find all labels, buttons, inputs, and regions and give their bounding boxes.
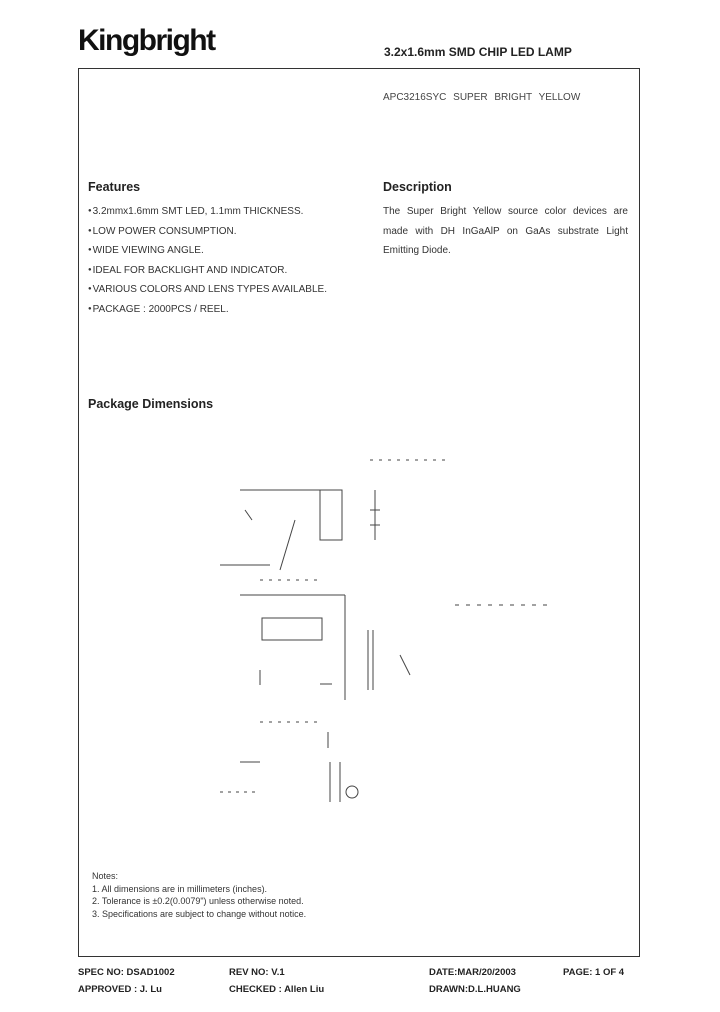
features-list: [88, 202, 368, 319]
list-item: ● PACKAGE : 2000PCS / REEL.: [88, 300, 368, 320]
description-heading: Description: [383, 180, 452, 194]
document-title: 3.2x1.6mm SMD CHIP LED LAMP: [384, 45, 572, 59]
checked-by: CHECKED : Allen Liu: [229, 984, 325, 995]
notes-title: Notes:: [92, 871, 119, 881]
list-item: ● VARIOUS COLORS AND LENS TYPES AVAILABLE.: [88, 280, 368, 300]
document-date: DATE:MAR/20/2003: [429, 967, 516, 978]
features-heading: Features: [88, 180, 141, 194]
approved-by: APPROVED : J. Lu: [78, 984, 162, 995]
page-indicator: PAGE: 1 OF 4: [563, 967, 625, 978]
note-line: 2. Tolerance is ±0.2(0.0079") unless otherwise noted.: [92, 896, 304, 906]
list-item: ● LOW POWER CONSUMPTION.: [88, 222, 368, 242]
description-text: The Super Bright Yellow source color devices are made with DH InGaAlP on GaAs substrate Light Emitting Diode.: [383, 206, 628, 256]
package-dimensions-heading: Package Dimensions: [88, 397, 214, 411]
list-item: ● 3.2mmx1.6mm SMT LED, 1.1mm THICKNESS.: [88, 202, 368, 222]
list-item: ● IDEAL FOR BACKLIGHT AND INDICATOR.: [88, 261, 368, 281]
brand-logo: Kingbright: [78, 24, 215, 57]
list-item: ● WIDE VIEWING ANGLE.: [88, 241, 368, 261]
drawn-by: DRAWN:D.L.HUANG: [429, 984, 521, 995]
package-dimensions-drawing: [200, 440, 580, 820]
note-line: 1. All dimensions are in millimeters (inches).: [92, 883, 268, 894]
note-line: 3. Specifications are subject to change without notice.: [92, 908, 307, 919]
spec-number: SPEC NO: DSAD1002: [78, 967, 175, 978]
part-number-line: APC3216SYC SUPER BRIGHT YELLOW: [383, 92, 581, 103]
notes-block: [92, 870, 306, 920]
revision-number: REV NO: V.1: [229, 967, 285, 978]
